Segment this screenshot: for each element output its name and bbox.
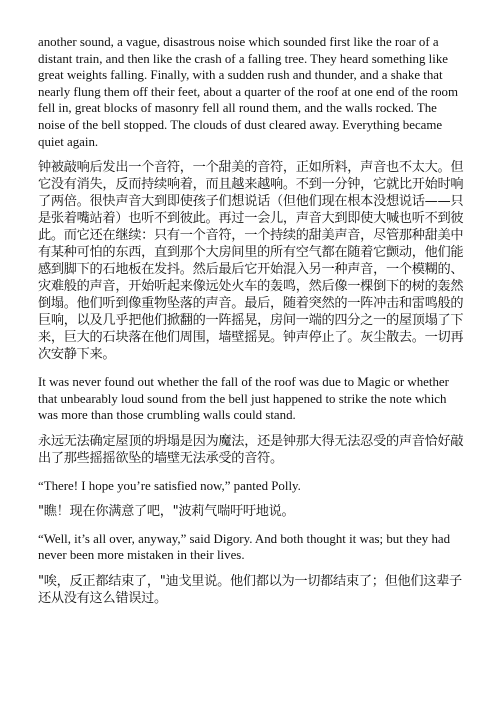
document-page (38, 34, 464, 618)
paragraph-chinese: "唉，反正都结束了，"迪戈里说。他们都以为一切都结束了；但他们这辈子还从没有这么错误过。 (38, 573, 462, 606)
paragraph-chinese: "瞧！现在你满意了吧，"波莉气喘吁吁地说。 (38, 503, 295, 519)
paragraph-english: another sound, a vague, disastrous noise which sounded first like the roar of a distant train, and then like the crash of a falling tree. They heard something like great weights falling. Finally, with a sudden rush and thunder, and a shake that nearly flung them off their feet, about a quarter of the roof at one end of the room fell in, great blocks of masonry fell all round them, and the walls rocked. The noise of the bell stopped. The clouds of dust cleared away. Everything became quiet again. (38, 35, 458, 149)
paragraph-english: “Well, it’s all over, anyway,” said Digory. And both thought it was; but they had never been more mistaken in their lives. (38, 531, 451, 563)
paragraph-english: “There! I hope you’re satisfied now,” panted Polly. (38, 478, 301, 493)
paragraph-english: It was never found out whether the fall of the roof was due to Magic or whether that unbearably loud sound from the bell just happened to strike the note which was more than those crumbling walls could stand. (38, 375, 449, 423)
paragraph-chinese: 钟被敲响后发出一个音符，一个甜美的音符，正如所料，声音也不太大。但它没有消失，反而持续响着，而且越来越响。不到一分钟，它就比开始时响了两倍。很快声音大到即使孩子们想说话（但他们现在根本没想说话——只是张着嘴站着）也听不到彼此。再过一会儿，声音大到即使大喊也听不到彼此。而它还在继续：只有一个音符，一个持续的甜美声音，尽管那种甜美中有某种可怕的东西，直到那个大房间里的所有空气都在随着它颤动，他们能感到脚下的石地板在发抖。然后最后它开始混入另一种声音，一个模糊的、灾难般的声音，开始听起来像远处火车的轰鸣，然后像一棵倒下的树的轰然倒塌。他们听到像重物坠落的声音。最后，随着突然的一阵冲击和雷鸣般的巨响，以及几乎把他们掀翻的一阵摇晃，房间一端的四分之一的屋顶塌了下来，巨大的石块落在他们周围，墙壁摇晃。钟声停止了。灰尘散去。一切再次安静下来。 (38, 160, 464, 363)
paragraph-chinese: 永远无法确定屋顶的坍塌是因为魔法，还是钟那大得无法忍受的声音恰好敲出了那些摇摇欲坠的墙壁无法承受的音符。 (38, 433, 464, 466)
